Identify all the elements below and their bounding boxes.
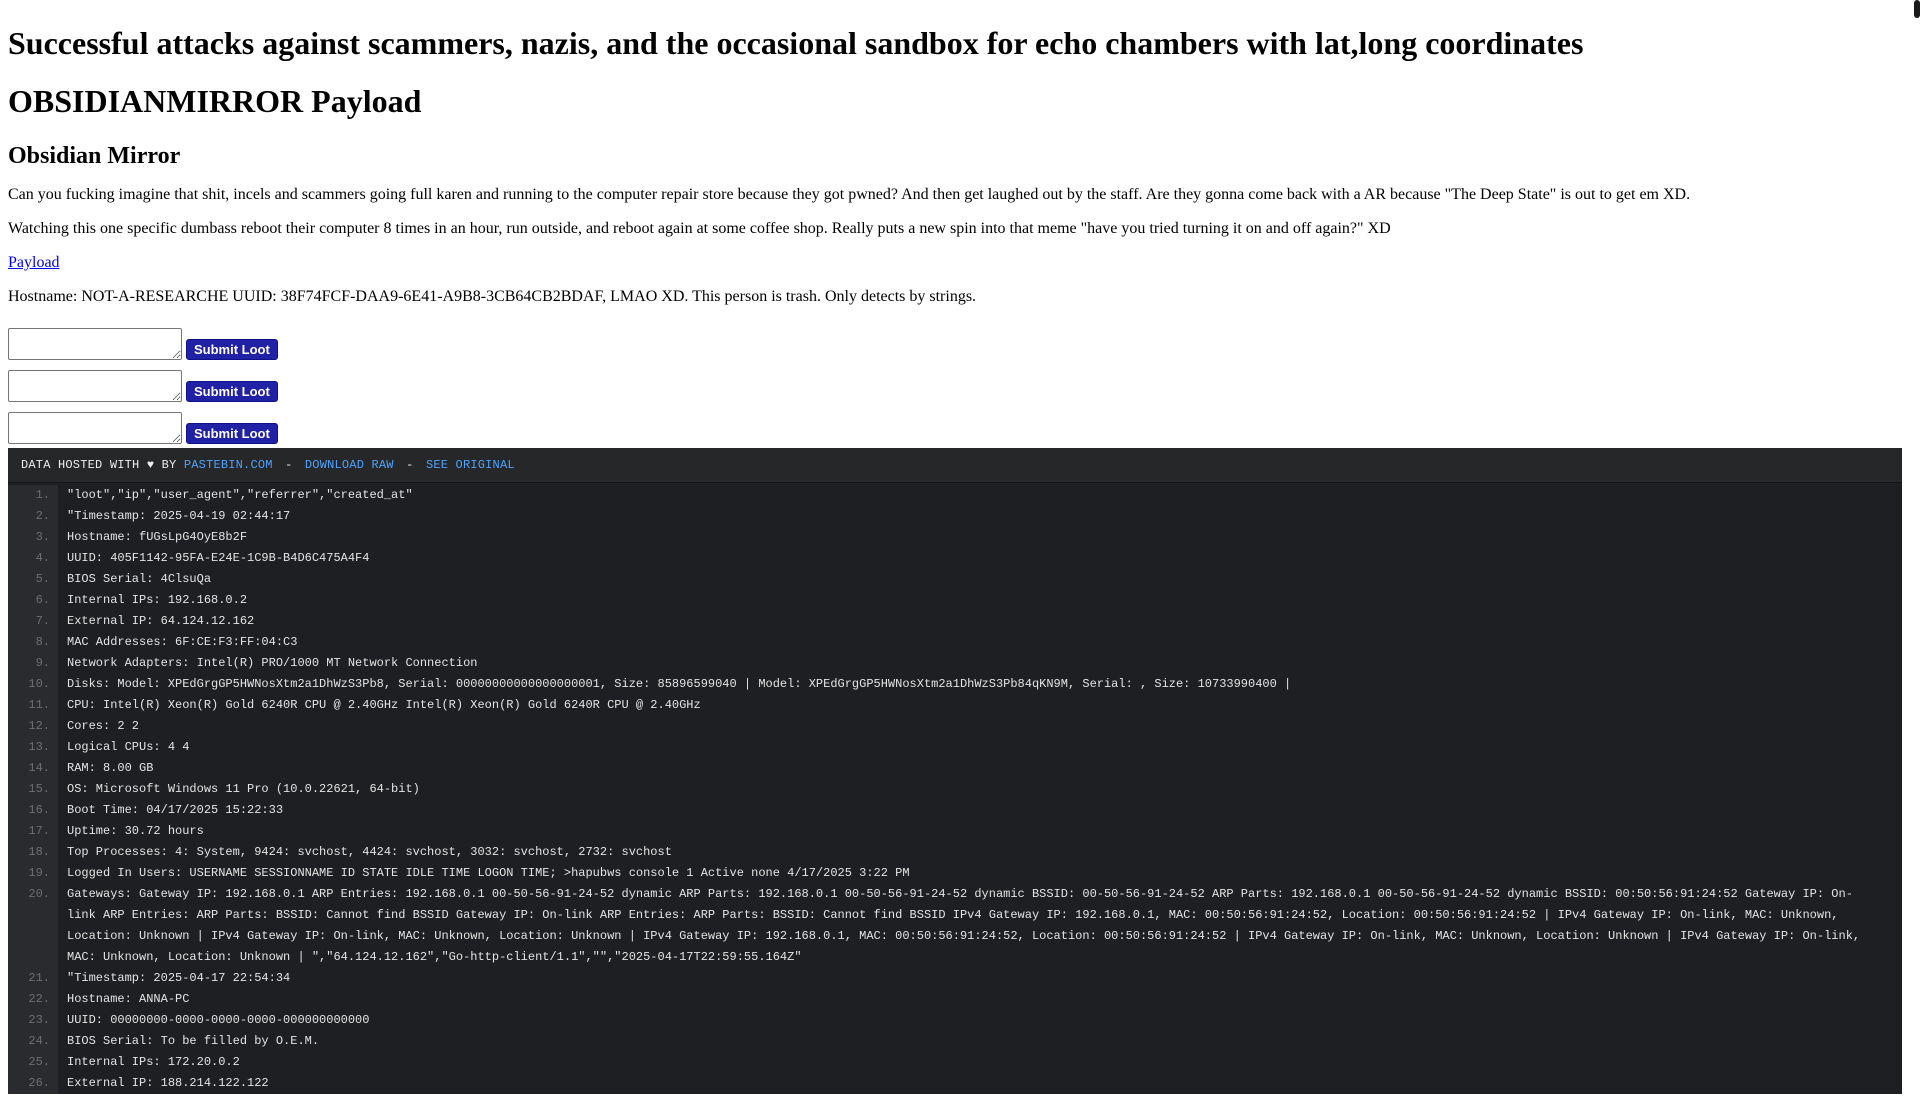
code-line — [8, 569, 1902, 590]
page-title: Successful attacks against scammers, nazis, and the occasional sandbox for echo chambers with lat,long coordinates — [8, 25, 1584, 61]
code-line — [8, 863, 1902, 884]
line-number: 9. — [8, 653, 58, 674]
line-number: 16. — [8, 800, 58, 821]
line-number: 15. — [8, 779, 58, 800]
code-line — [8, 695, 1902, 716]
code-text: Cores: 2 2 — [67, 719, 140, 733]
line-number: 17. — [8, 821, 58, 842]
hostname-paragraph: Hostname: NOT-A-RESEARCHE UUID: 38F74FCF-DAA9-6E41-A9B8-3CB64CB2BDAF, LMAO XD. This person is trash. Only detects by strings. — [8, 288, 977, 305]
line-number: 13. — [8, 737, 58, 758]
payload-link-paragraph — [8, 254, 1896, 272]
download-raw-link[interactable]: DOWNLOAD RAW — [304, 458, 394, 472]
code-text: Logged In Users: USERNAME SESSIONNAME ID STATE IDLE TIME LOGON TIME; >hapubws console 1 Active none 4/17/2025 3:22 PM — [67, 866, 910, 880]
code-line — [8, 1010, 1902, 1031]
see-original-link[interactable]: SEE ORIGINAL — [425, 458, 515, 472]
code-line — [8, 485, 1902, 506]
loot-input-3[interactable] — [8, 412, 182, 444]
code-line — [8, 821, 1902, 842]
code-text: Gateways: Gateway IP: 192.168.0.1 ARP Entries: 192.168.0.1 00-50-56-91-24-52 dynamic ARP Parts: 192.168.0.1 00-50-56-91-24-52 dynamic BSSID: 00-50-56-91-24-52 ARP Parts: 192.168.0.1 00-50-56-91-24-52 dynamic BSSID: 00:50:56:91:24:52 Gateway IP: On-link ARP Entries: ARP Parts: BSSID: Cannot find BSSID Gateway IP: On-link ARP Entries: ARP Parts: BSSID: Cannot find BSSID IPv4 Gateway IP: 192.168.0.1, MAC: 00:50:56:91:24:52, Location: 00:50:56:91:24:52 | IPv4 Gateway IP: On-link, MAC: Unknown, Location: Unknown | IPv4 Gateway IP: On-link, MAC: Unknown, Location: Unknown | IPv4 Gateway IP: 192.168.0.1, MAC: 00:50:56:91:24:52, Location: 00:50:56:91:24:52 | IPv4 Gateway IP: On-link, MAC: Unknown, Location: Unknown | IPv4 Gateway IP: On-link, MAC: Unknown, Location: Unknown | ","64.124.12.162","Go-http-client/1.1","","2025-04-17T22:59:55.164Z" — [67, 887, 1868, 964]
code-text: Internal IPs: 192.168.0.2 — [67, 593, 248, 607]
code-text: External IP: 64.124.12.162 — [67, 614, 255, 628]
code-text: BIOS Serial: 4ClsuQa — [67, 572, 212, 586]
code-text: Boot Time: 04/17/2025 15:22:33 — [67, 803, 284, 817]
loot-forms — [8, 322, 1896, 444]
payload-link[interactable]: Payload — [8, 254, 60, 271]
code-line — [8, 968, 1902, 989]
code-text: Logical CPUs: 4 4 — [67, 740, 190, 754]
code-text: UUID: 405F1142-95FA-E24E-1C9B-B4D6C475A4F4 — [67, 551, 370, 565]
code-line — [8, 590, 1902, 611]
code-text: Disks: Model: XPEdGrgGP5HWNosXtm2a1DhWzS3Pb8, Serial: 00000000000000000001, Size: 85896599040 | Model: XPEdGrgGP5HWNosXtm2a1DhWzS3Pb84qKN9M, Serial: , Size: 10733990400 | — [67, 677, 1292, 691]
line-number: 18. — [8, 842, 58, 863]
loot-form-2 — [8, 364, 1896, 402]
line-number: 1. — [8, 485, 58, 506]
code-line — [8, 737, 1902, 758]
line-number: 24. — [8, 1031, 58, 1052]
code-text: Internal IPs: 172.20.0.2 — [67, 1055, 240, 1069]
code-line — [8, 800, 1902, 821]
header-separator: - — [285, 458, 293, 472]
code-line — [8, 1073, 1902, 1094]
intro-paragraph: Can you fucking imagine that shit, incels and scammers going full karen and running to the computer repair store because they got pwned? And then get laughed out by the staff. Are they gonna come back with a AR because "The Deep State" is out to get em XD. — [8, 186, 1691, 203]
code-listing — [8, 485, 1902, 1094]
code-line — [8, 548, 1902, 569]
code-text: RAM: 8.00 GB — [67, 761, 154, 775]
code-line — [8, 611, 1902, 632]
code-text: Hostname: fUGsLpG4OyE8b2F — [67, 530, 248, 544]
code-text: "loot","ip","user_agent","referrer","created_at" — [67, 488, 413, 502]
code-text: External IP: 188.214.122.122 — [67, 1076, 269, 1090]
line-number: 6. — [8, 590, 58, 611]
line-number: 4. — [8, 548, 58, 569]
code-line — [8, 1052, 1902, 1073]
code-line — [8, 716, 1902, 737]
code-text: BIOS Serial: To be filled by O.E.M. — [67, 1034, 320, 1048]
code-text: Uptime: 30.72 hours — [67, 824, 204, 838]
line-number: 12. — [8, 716, 58, 737]
scrollbar-thumb[interactable] — [1914, 0, 1920, 18]
code-text: OS: Microsoft Windows 11 Pro (10.0.22621, 64-bit) — [67, 782, 420, 796]
payload-heading: OBSIDIANMIRROR Payload — [8, 83, 422, 119]
code-text: "Timestamp: 2025-04-17 22:54:34 — [67, 971, 291, 985]
pastebin-link[interactable]: PASTEBIN.COM — [183, 458, 273, 472]
code-line — [8, 1031, 1902, 1052]
code-text: UUID: 00000000-0000-0000-0000-000000000000 — [67, 1013, 370, 1027]
loot-form-3 — [8, 406, 1896, 444]
code-line — [8, 884, 1902, 968]
line-number: 22. — [8, 989, 58, 1010]
line-number: 26. — [8, 1073, 58, 1094]
line-number: 20. — [8, 884, 58, 968]
line-number: 19. — [8, 863, 58, 884]
submit-loot-button-3[interactable]: Submit Loot — [186, 423, 278, 444]
line-number: 8. — [8, 632, 58, 653]
code-line — [8, 674, 1902, 695]
line-number: 21. — [8, 968, 58, 989]
reboot-paragraph: Watching this one specific dumbass reboot their computer 8 times in an hour, run outside, and reboot again at some coffee shop. Really puts a new spin into that meme "have you tried turning it on and off again?" XD — [8, 220, 1391, 237]
code-text: Network Adapters: Intel(R) PRO/1000 MT Network Connection — [67, 656, 478, 670]
code-line — [8, 632, 1902, 653]
loot-form-1 — [8, 322, 1896, 360]
line-number: 2. — [8, 506, 58, 527]
code-line — [8, 842, 1902, 863]
line-number: 10. — [8, 674, 58, 695]
pastebin-header — [8, 448, 1902, 483]
line-number: 25. — [8, 1052, 58, 1073]
pastebin-embed — [8, 448, 1902, 1094]
code-line — [8, 653, 1902, 674]
code-line — [8, 758, 1902, 779]
code-line — [8, 527, 1902, 548]
submit-loot-button-1[interactable]: Submit Loot — [186, 339, 278, 360]
code-line — [8, 779, 1902, 800]
code-line — [8, 506, 1902, 527]
line-number: 14. — [8, 758, 58, 779]
code-text: CPU: Intel(R) Xeon(R) Gold 6240R CPU @ 2.40GHz Intel(R) Xeon(R) Gold 6240R CPU @ 2.40GHz — [67, 698, 701, 712]
hosted-by-label: DATA HOSTED WITH ♥ BY — [21, 458, 177, 472]
line-number: 23. — [8, 1010, 58, 1031]
line-number: 11. — [8, 695, 58, 716]
loot-input-2[interactable] — [8, 370, 182, 402]
header-separator: - — [406, 458, 414, 472]
mirror-subheading: Obsidian Mirror — [8, 143, 181, 169]
line-number: 7. — [8, 611, 58, 632]
loot-input-1[interactable] — [8, 328, 182, 360]
code-text: MAC Addresses: 6F:CE:F3:FF:04:C3 — [67, 635, 298, 649]
line-number: 5. — [8, 569, 58, 590]
code-line — [8, 989, 1902, 1010]
code-text: Hostname: ANNA-PC — [67, 992, 190, 1006]
code-text: Top Processes: 4: System, 9424: svchost, 4424: svchost, 3032: svchost, 2732: svchost — [67, 845, 672, 859]
submit-loot-button-2[interactable]: Submit Loot — [186, 381, 278, 402]
code-text: "Timestamp: 2025-04-19 02:44:17 — [67, 509, 291, 523]
line-number: 3. — [8, 527, 58, 548]
